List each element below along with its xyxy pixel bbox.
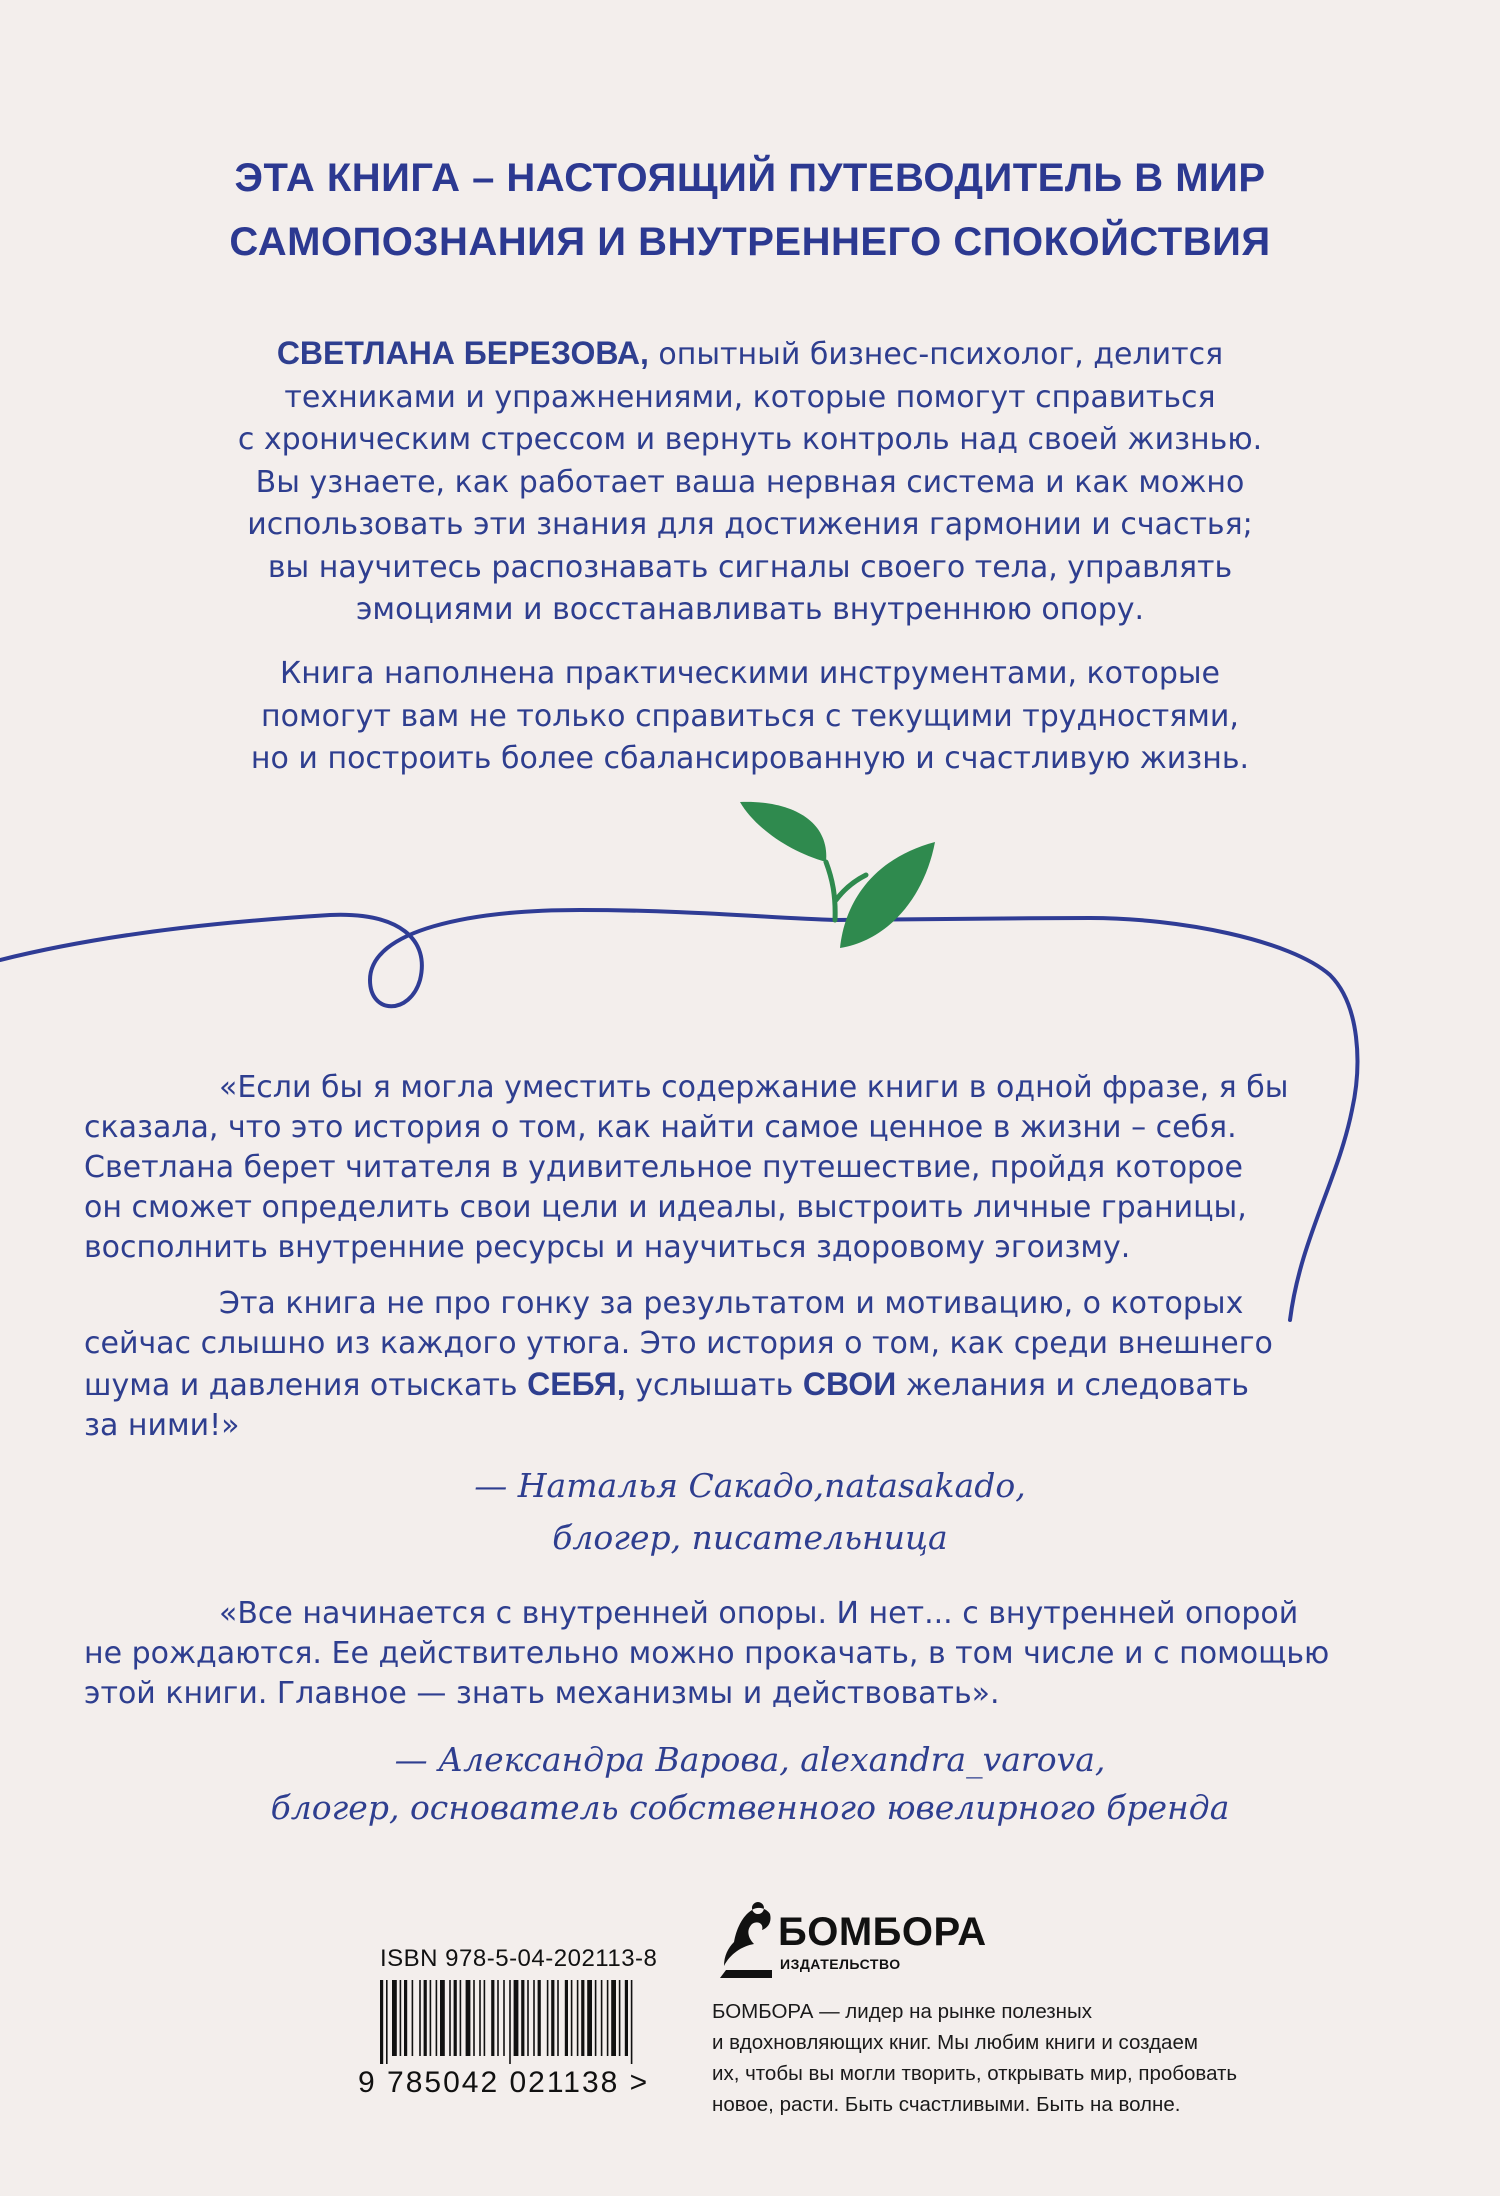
quote1-p2-line: за ними!»	[84, 1408, 240, 1443]
publisher-line: новое, расти. Быть счастливыми. Быть на волне.	[712, 2093, 1181, 2116]
intro-line: использовать эти знания для достижения гармонии и счастья;	[247, 507, 1253, 542]
quote-alexandra	[84, 1594, 1374, 1714]
quote1-p2-line: Эта книга не про гонку за результатом и мотивацию, о которых	[219, 1286, 1244, 1321]
intro-line: вы научитесь распознавать сигналы своего тела, управлять	[267, 549, 1233, 585]
barcode-bar	[440, 1980, 445, 2056]
publisher-line: их, чтобы вы могли творить, открывать мир, пробовать	[712, 2062, 1238, 2085]
intro-line-1	[150, 332, 1350, 377]
publisher-description	[712, 1996, 1312, 2120]
quote-natalya-paragraph-2	[84, 1284, 1374, 1446]
barcode-bar	[595, 1980, 597, 2056]
barcode-bar	[521, 1980, 524, 2056]
quote1-p2-text: желания и следовать	[896, 1368, 1249, 1403]
intro-line: техниками и упражнениями, которые помогут справиться	[284, 379, 1216, 415]
quote1-p2-line: сейчас слышно из каждого утюга. Это история о том, как среди внешнего	[84, 1326, 1273, 1361]
barcode-bar	[392, 1980, 397, 2056]
intro2-line: но и построить более сбалансированную и счастливую жизнь.	[250, 741, 1250, 776]
barcode-bar	[514, 1980, 519, 2056]
left-leaf-icon	[740, 802, 826, 862]
intro-line: Вы узнаете, как работает ваша нервная система и как можно	[255, 464, 1245, 500]
publisher-line: БОМБОРА — лидер на рынке полезных	[712, 2000, 1092, 2023]
barcode-bar	[454, 1980, 457, 2056]
quote1-line: Светлана берет читателя в удивительное путешествие, пройдя которое	[84, 1150, 1243, 1185]
barcode-bar	[533, 1980, 535, 2056]
publisher-line: и вдохновляющих книг. Мы любим книги и создаем	[712, 2031, 1198, 2054]
publisher-logo-name: БОМБОРА	[778, 1910, 987, 1954]
quote1-p2-text: услышать	[625, 1368, 803, 1403]
headline-line-2: САМОПОЗНАНИЯ И ВНУТРЕННЕГО СПОКОЙСТВИЯ	[229, 220, 1271, 264]
intro2-line: Книга наполнена практическими инструментами, которые	[279, 656, 1221, 691]
intro-line-1-rest: опытный бизнес-психолог, делится	[648, 337, 1224, 372]
barcode-bar	[497, 1980, 499, 2056]
barcode-bar	[625, 1980, 628, 2056]
barcode-bar	[538, 1980, 541, 2056]
headline-line-1: ЭТА КНИГА – НАСТОЯЩИЙ ПУТЕВОДИТЕЛЬ В МИР	[234, 156, 1266, 200]
quote1-line: «Если бы я могла уместить содержание книги в одной фразе, я бы	[219, 1070, 1289, 1105]
barcode-bar	[400, 1980, 402, 2056]
barcode-bar	[547, 1980, 549, 2056]
barcode-bar	[527, 1980, 529, 2056]
barcode-bar	[565, 1980, 568, 2056]
barcode-bar	[404, 1980, 407, 2056]
intro-paragraph-2	[150, 653, 1350, 781]
barcode-bar	[551, 1980, 554, 2056]
barcode-bar	[412, 1980, 414, 2056]
barcode-icon	[378, 1980, 664, 2064]
barcode-bar	[436, 1980, 438, 2056]
emphasis-own: СВОИ	[802, 1366, 897, 1402]
barcode-bar	[460, 1980, 462, 2056]
emphasis-self: СЕБЯ,	[527, 1366, 626, 1402]
signature-role: блогер, писательница	[552, 1518, 948, 1557]
barcode-bar	[466, 1980, 471, 2056]
barcode-bar	[503, 1980, 505, 2056]
barcode-bar	[611, 1980, 616, 2056]
quote1-p2-text: шума и давления отыскать	[84, 1368, 528, 1403]
barcode-bar	[571, 1980, 573, 2056]
barcode-bar	[601, 1980, 603, 2056]
quote1-p2-line	[84, 1364, 1374, 1406]
barcode-bar	[557, 1980, 559, 2056]
barcode-bar	[631, 1980, 633, 2064]
quote2-line: «Все начинается с внутренней опоры. И нет... с внутренней опорой	[219, 1596, 1299, 1631]
intro-paragraph	[150, 332, 1350, 632]
barcode-bar	[581, 1980, 584, 2056]
intro2-line: помогут вам не только справиться с текущими трудностями,	[261, 698, 1239, 734]
barcode-bar	[577, 1980, 579, 2056]
quote1-line: сказала, что это история о том, как найти самое ценное в жизни – себя.	[84, 1110, 1237, 1145]
publisher-logo-subtitle: ИЗДАТЕЛЬСТВО	[780, 1956, 901, 1972]
signature-alexandra	[0, 1736, 1500, 1832]
barcode-bar	[587, 1980, 592, 2056]
barcode-bar	[479, 1980, 481, 2056]
barcode-bar	[386, 1980, 388, 2064]
signature-natalya	[0, 1460, 1500, 1564]
barcode-bar	[491, 1980, 494, 2056]
barcode-bar	[473, 1980, 475, 2056]
intro-line: с хроническим стрессом и вернуть контроль над своей жизнью.	[237, 422, 1263, 457]
barcode-bar	[449, 1980, 451, 2056]
author-name: СВЕТЛАНА БЕРЕЗОВА,	[276, 335, 649, 371]
intro-line: эмоциями и восстанавливать внутреннюю опору.	[355, 592, 1145, 627]
logo-surfer-shape	[720, 1902, 772, 1978]
quote2-line: не рождаются. Ее действительно можно прокачать, в том числе и с помощью	[84, 1636, 1330, 1671]
barcode-bar	[380, 1980, 383, 2064]
barcode-bar	[619, 1980, 621, 2056]
isbn-label: ISBN 978-5-04-202113-8	[380, 1945, 658, 1972]
barcode-bar	[509, 1980, 511, 2064]
barcode-bar	[419, 1980, 421, 2056]
quote2-line: этой книги. Главное — знать механизмы и действовать».	[84, 1676, 1000, 1711]
signature-name: — Александра Варова, alexandra_varova,	[394, 1740, 1106, 1779]
barcode-bar	[424, 1980, 427, 2056]
barcode-digits: 9 785042 021138 >	[358, 2066, 650, 2099]
quote1-line: восполнить внутренние ресурсы и научиться здоровому эгоизму.	[84, 1230, 1131, 1265]
right-leaf-icon	[840, 842, 935, 948]
barcode-bar	[607, 1980, 609, 2056]
signature-role: блогер, основатель собственного ювелирного бренда	[270, 1788, 1230, 1827]
headline	[0, 146, 1500, 274]
quote-natalya	[84, 1068, 1374, 1268]
signature-name: — Наталья Сакадо,natasakado,	[474, 1466, 1026, 1505]
quote1-line: он сможет определить свои цели и идеалы, выстроить личные границы,	[84, 1190, 1247, 1225]
barcode-bar	[430, 1980, 432, 2056]
barcode-bar	[484, 1980, 486, 2056]
